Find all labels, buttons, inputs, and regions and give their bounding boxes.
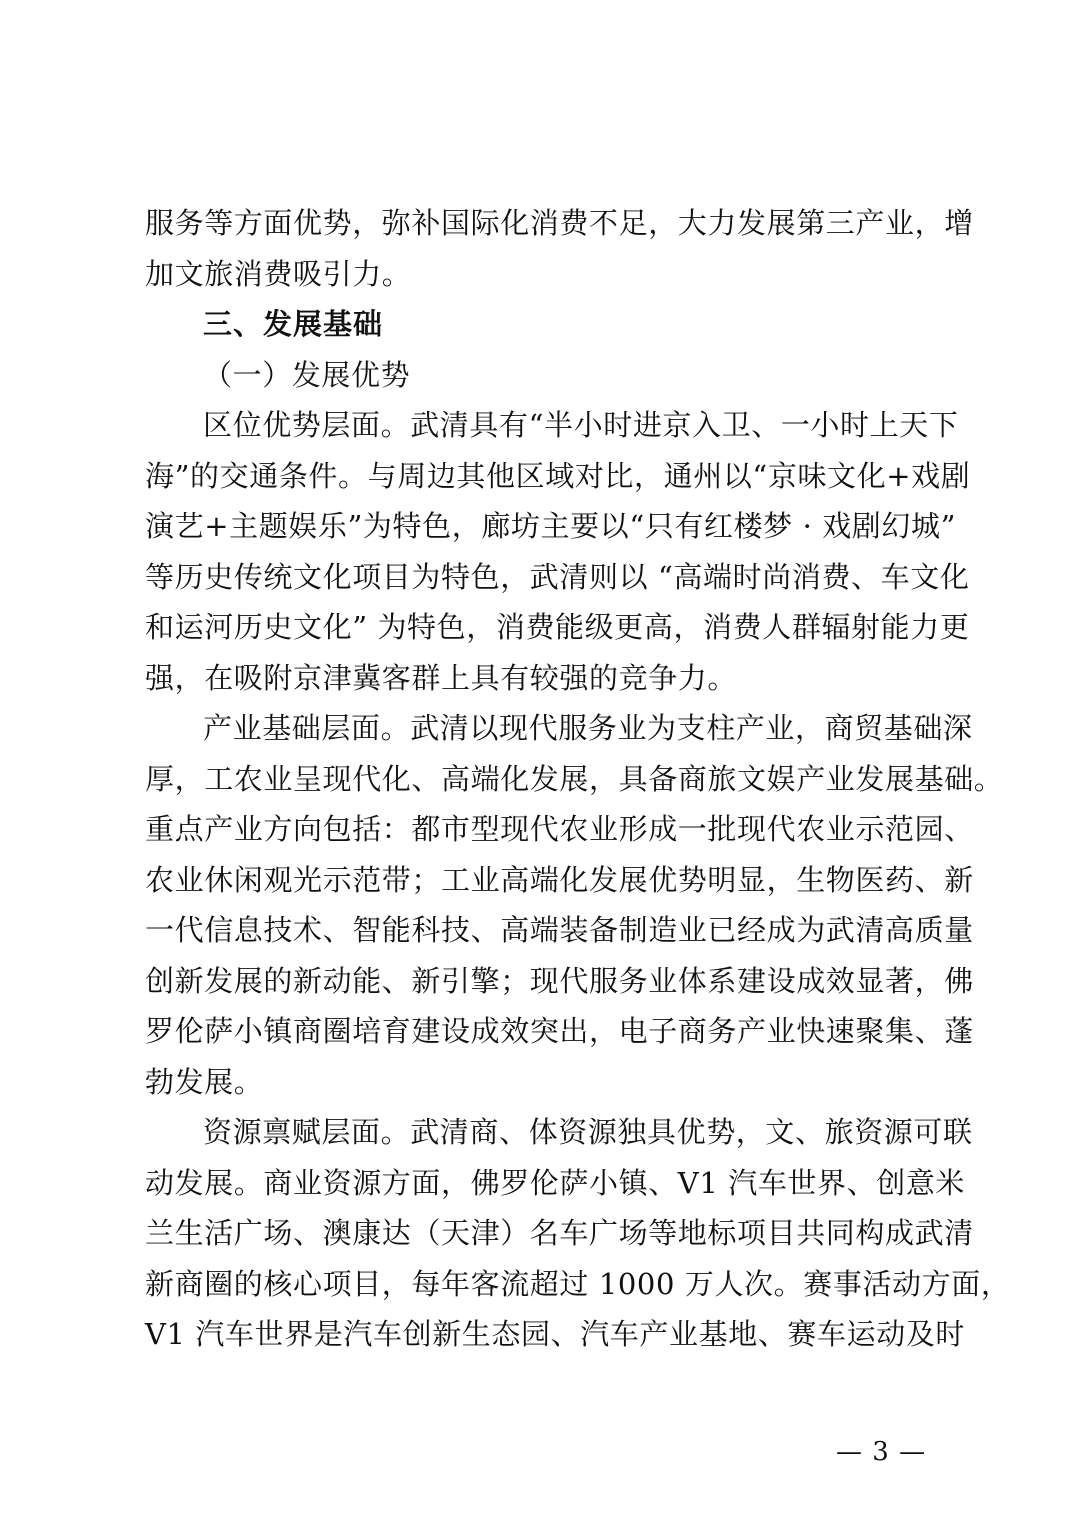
- paragraph-line: 动发展。商业资源方面，佛罗伦萨小镇、V1 汽车世界、创意米: [145, 1165, 966, 1200]
- page-number: — 3 —: [836, 1437, 927, 1467]
- paragraph-line: 海”的交通条件。与周边其他区域对比，通州以“京味文化+戏剧: [145, 458, 971, 493]
- paragraph-line: 新商圈的核心项目，每年客流超过 1000 万人次。赛事活动方面，: [145, 1266, 1011, 1301]
- paragraph-line: 创新发展的新动能、新引擎；现代服务业体系建设成效显著，佛: [145, 963, 974, 998]
- paragraph-line: 勃发展。: [145, 1064, 264, 1099]
- section-heading: 三、发展基础: [203, 307, 384, 341]
- paragraph-line: 服务等方面优势，弥补国际化消费不足，大力发展第三产业，增: [145, 206, 974, 240]
- paragraph-line: 重点产业方向包括：都市型现代农业形成一批现代农业示范园、: [145, 812, 974, 846]
- paragraph-line: 农业休闲观光示范带；工业高端化发展优势明显，生物医药、新: [145, 862, 974, 897]
- paragraph-line: V1 汽车世界是汽车创新生态园、汽车产业基地、赛车运动及时: [145, 1317, 966, 1351]
- paragraph-line: 和运河历史文化” 为特色，消费能级更高，消费人群辐射能力更: [145, 610, 970, 644]
- paragraph-line: 产业基础层面。武清以现代服务业为支柱产业，商贸基础深: [203, 711, 973, 745]
- paragraph-line: 罗伦萨小镇商圈培育建设成效突出，电子商务产业快速聚集、蓬: [145, 1014, 974, 1048]
- paragraph-line: 强，在吸附京津冀客群上具有较强的竞争力。: [145, 660, 738, 695]
- paragraph-line: 区位优势层面。武清具有“半小时进京入卫、一小时上天下: [203, 408, 959, 442]
- paragraph-line: 资源禀赋层面。武清商、体资源独具优势，文、旅资源可联: [203, 1115, 973, 1149]
- document-body: [145, 198, 1011, 1360]
- paragraph-line: 兰生活广场、澳康达（天津）名车广场等地标项目共同构成武清: [145, 1216, 974, 1250]
- subsection-heading: （一）发展优势: [203, 357, 411, 392]
- paragraph-line: 厚，工农业呈现代化、高端化发展，具备商旅文娱产业发展基础。: [145, 761, 1004, 796]
- paragraph-line: 加文旅消费吸引力。: [145, 256, 412, 291]
- paragraph-line: 等历史传统文化项目为特色，武清则以 “高端时尚消费、车文化: [145, 559, 970, 594]
- paragraph-line: 演艺+主题娱乐”为特色，廊坊主要以“只有红楼梦 · 戏剧幻城”: [145, 509, 957, 543]
- paragraph-line: 一代信息技术、智能科技、高端装备制造业已经成为武清高质量: [145, 913, 974, 947]
